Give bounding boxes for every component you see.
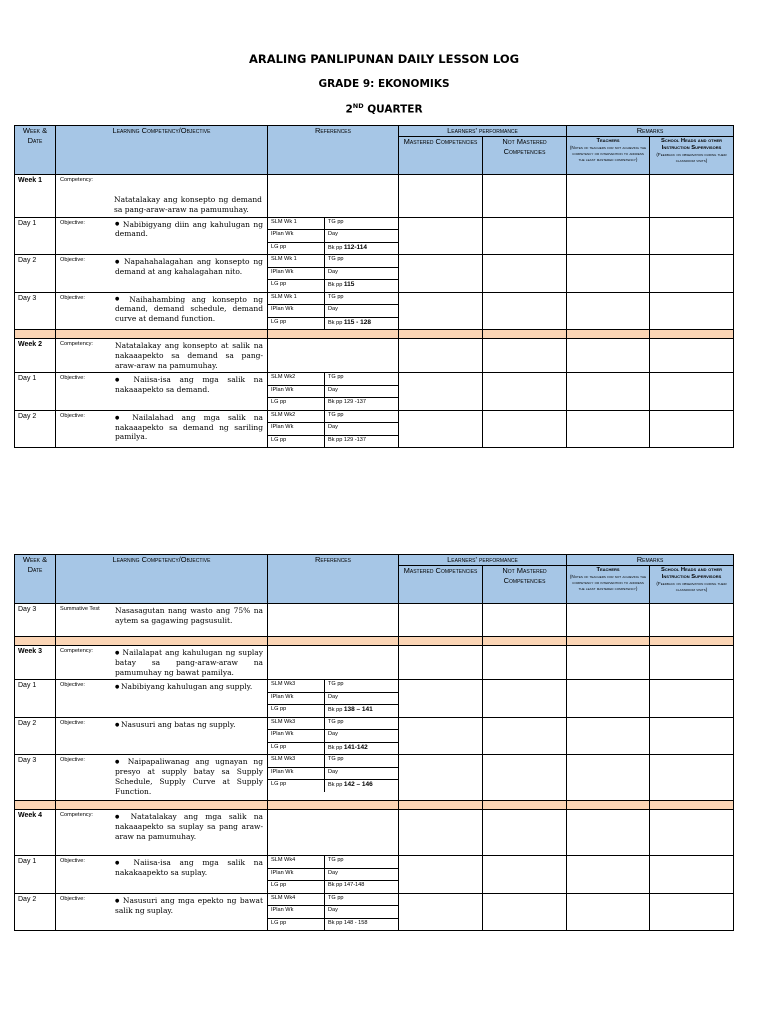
table-row: Day 3 Summative Test Nasasagutan nang wasto ang 75% na aytem sa gagawing pagsusulit. [15,604,734,637]
grade-subject: GRADE 9: EKONOMIKS [318,78,450,90]
col-references: References [268,555,399,604]
week-separator [15,637,734,646]
col-not-mastered: Not Mastered Competencies [483,137,567,175]
table-row: Week 4 Competency:● Natatalakay ang mga salik na nakaaapekto sa suplay sa pang araw-araw na pamumuhay. [15,810,734,856]
col-mastered: Mastered Competencies [399,137,483,175]
lesson-log-table-2 [14,554,734,931]
col-mastered: Mastered Competencies [399,566,483,604]
table-row: Day 2 Objective:● Nailalahad ang mga salik na nakaaapekto sa demand ng sariling pamilya. SLM Wk2 TG pp IPlan Wk Day LG pp Bk pp 129 -137 [15,410,734,448]
quarter-label: 2ND QUARTER [345,102,423,116]
col-references: References [268,126,399,175]
col-teachers: Teachers (Notes of teachers for not achieving the competency or intervention to address the least mastered competency) [567,137,650,175]
week-separator [15,330,734,339]
col-week-date: Week & Date [15,555,56,604]
table-row: Day 2 Objective:● Nasusuri ang batas ng supply. SLM Wk3 TG pp IPlan Wk Day LG pp Bk pp 141-142 [15,717,734,755]
table-row: Day 1 Objective:● Naiisa-isa ang mga salik na nakakaapekto sa suplay. SLM Wk4 TG pp IPlan Wk Day LG pp Bk pp 147-148 [15,856,734,894]
table-row: Week 2 Competency: Natatalakay ang konsepto at salik na nakaaapekto sa demand sa pang-araw-araw na pamumuhay. [15,339,734,373]
table-row: Day 2 Objective:● Nasusuri ang mga epekto ng bawat salik ng suplay. SLM Wk4 TG pp IPlan Wk Day LG pp Bk pp 148 - 158 [15,893,734,931]
table-row: Week 3 Competency:● Nailalapat ang kahulugan ng suplay batay sa pang-araw-araw na pamumuhay ng bawat pamilya. [15,646,734,680]
lesson-log-table-1 [14,125,734,448]
table-row: Day 3 Objective:● Naipapaliwanag ang ugnayan ng presyo at supply batay sa Supply Schedule, Supply Curve at Supply Function. SLM Wk3 TG pp IPlan Wk Day LG pp Bk pp 142 – 146 [15,755,734,801]
col-competency: Learning Competency/Objective [56,126,268,175]
col-learners-performance: Learners' performance [399,126,567,137]
col-heads: School Heads and other Instruction Supervisors (Feedback on observation during their classroom visits) [650,137,734,175]
col-week-date: Week & Date [15,126,56,175]
table-row: Week 1 Competency: Natatalakay ang konsepto ng demand sa pang-araw-araw na pamumuhay. [15,175,734,218]
col-learners-performance: Learners' performance [399,555,567,566]
document-header [0,52,768,116]
col-teachers: Teachers (Notes of teachers for not achieving the competency or intervention to address the least mastered competency) [567,566,650,604]
table-row: Day 1 Objective:● Naiisa-isa ang mga salik na nakaaapekto sa demand. SLM Wk2 TG pp IPlan Wk Day LG pp Bk pp 129 -137 [15,373,734,411]
document-title: ARALING PANLIPUNAN DAILY LESSON LOG [248,52,520,66]
col-not-mastered: Not Mastered Competencies [483,566,567,604]
col-heads: School Heads and other Instruction Supervisors (Feedback on observation during their classroom visits) [650,566,734,604]
col-remarks: Remarks [567,555,734,566]
week-separator [15,801,734,810]
table-row: Day 3 Objective:● Naihahambing ang konsepto ng demand, demand schedule, demand curve at demand function. SLM Wk 1 TG pp IPlan Wk Day LG pp Bk pp 115 - 128 [15,292,734,330]
col-remarks: Remarks [567,126,734,137]
table-row: Day 2 Objective:● Napahahalagahan ang konsepto ng demand at ang kahalagahan nito. SLM Wk 1 TG pp IPlan Wk Day LG pp Bk pp 115 [15,255,734,293]
col-competency: Learning Competency/Objective [56,555,268,604]
table-row: Day 1 Objective:● Nabibigyang diin ang kahulugan ng demand. SLM Wk 1 TG pp IPlan Wk Day LG pp Bk pp 112-114 [15,217,734,255]
table-row: Day 1 Objective:● Nabibiyang kahulugan ang supply. SLM Wk3 TG pp IPlan Wk Day LG pp Bk pp 138 – 141 [15,680,734,718]
